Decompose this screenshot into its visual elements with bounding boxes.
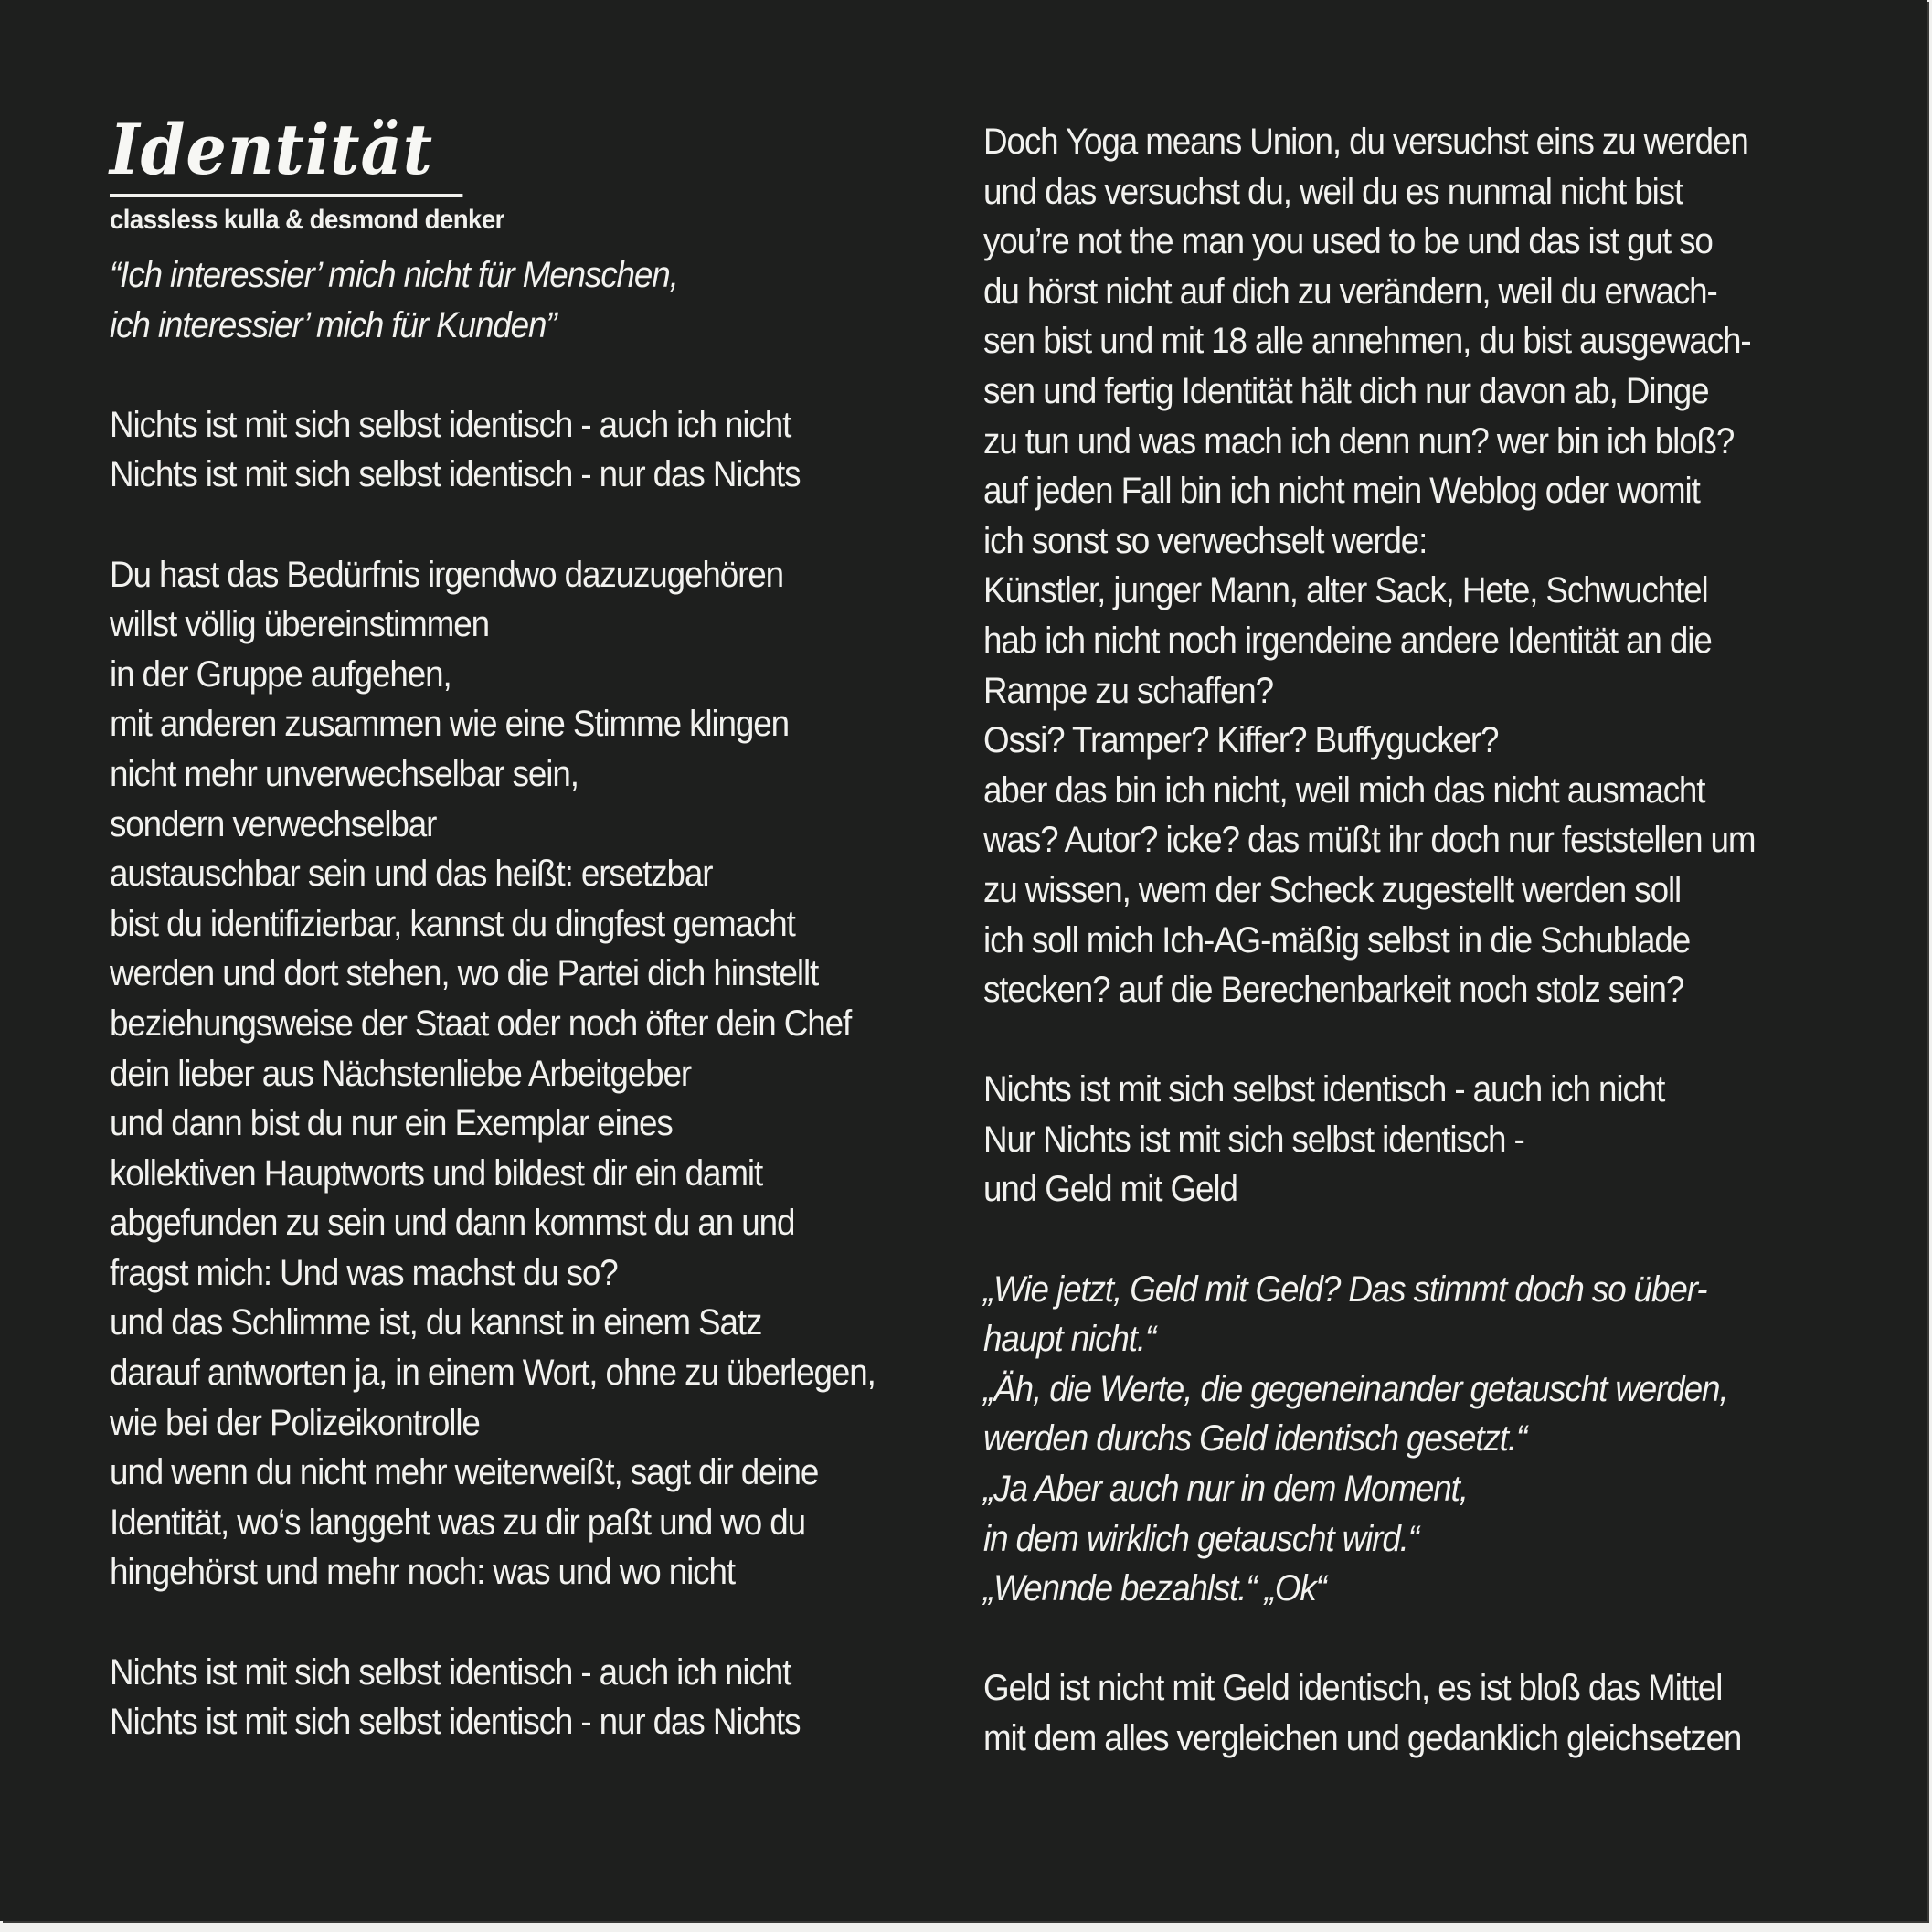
lyric-line: abgefunden zu sein und dann kommst du an und — [110, 1203, 795, 1244]
lyric-line: ich sonst so verwechselt werde: — [983, 520, 1428, 561]
lyric-line: hingehörst und mehr noch: was und wo nicht — [110, 1552, 735, 1593]
lyric-line: Nichts ist mit sich selbst identisch - auch ich nicht — [110, 1651, 791, 1693]
lyric-line: du hörst nicht auf dich zu verändern, weil du erwach- — [983, 271, 1717, 312]
lyric-line: und das versuchst du, weil du es nunmal nicht bist — [983, 171, 1683, 212]
lyric-line: kollektiven Hauptworts und bildest dir ein damit — [110, 1152, 763, 1194]
left-stanza-2 — [110, 550, 876, 1598]
left-column — [110, 109, 876, 1747]
quote-line: ich interessier’ mich für Kunden” — [110, 304, 557, 345]
lyric-line: darauf antworten ja, in einem Wort, ohne zu überlegen, — [110, 1353, 876, 1394]
right-stanza-1 — [983, 117, 1757, 1015]
dialogue-line: in dem wirklich getauscht wird.“ — [983, 1518, 1418, 1559]
lyric-line: mit anderen zusammen wie eine Stimme klingen — [110, 704, 789, 745]
lyric-line: Nichts ist mit sich selbst identisch - auch ich nicht — [110, 404, 791, 445]
lyric-line: mit dem alles vergleichen und gedanklich gleichsetzen — [983, 1718, 1742, 1758]
right-stanza-4 — [983, 1663, 1757, 1763]
lyric-line: Nur Nichts ist mit sich selbst identisch - — [983, 1119, 1524, 1160]
lyric-line: fragst mich: Und was machst du so? — [110, 1252, 618, 1293]
song-authors: classless kulla & desmond denker — [110, 205, 504, 235]
dialogue-line: werden durchs Geld identisch gesetzt.“ — [983, 1418, 1527, 1460]
lyric-line: Künstler, junger Mann, alter Sack, Hete, Schwuchtel — [983, 570, 1708, 611]
lyric-line: ich soll mich Ich-AG-mäßig selbst in die Schublade — [983, 919, 1691, 961]
right-dialogue — [983, 1265, 1757, 1614]
lyric-line: beziehungsweise der Staat oder noch öfter dein Chef — [110, 1003, 852, 1044]
lyric-line: und dann bist du nur ein Exemplar eines — [110, 1103, 673, 1144]
lyric-line: nicht mehr unverwechselbar sein, — [110, 753, 579, 794]
left-stanza-3 — [110, 1648, 866, 1747]
lyric-line: auf jeden Fall bin ich nicht mein Weblog oder womit — [983, 471, 1700, 512]
lyric-line: hab ich nicht noch irgendeine andere Identität an die — [983, 620, 1712, 661]
lyric-line: in der Gruppe aufgehen, — [110, 653, 451, 695]
lyric-line: und Geld mit Geld — [983, 1169, 1237, 1210]
lyric-line: werden und dort stehen, wo die Partei dich hinstellt — [110, 953, 819, 994]
lyric-line: Du hast das Bedürfnis irgendwo dazuzugehören — [110, 554, 784, 595]
right-column — [983, 117, 1757, 1764]
lyric-line: Nichts ist mit sich selbst identisch - nur das Nichts — [110, 1702, 801, 1743]
lyric-line: sen und fertig Identität hält dich nur davon ab, Dinge — [983, 370, 1709, 411]
lyric-line: wie bei der Polizeikontrolle — [110, 1402, 480, 1443]
dialogue-line: haupt nicht.“ — [983, 1319, 1156, 1360]
left-stanza-1 — [110, 400, 866, 500]
song-title: Identität — [110, 109, 433, 190]
lyric-line: you’re not the man you used to be und das ist gut so — [983, 221, 1713, 262]
dialogue-line: „Ja Aber auch nur in dem Moment, — [983, 1469, 1468, 1510]
lyric-line: dein lieber aus Nächstenliebe Arbeitgeber — [110, 1053, 691, 1094]
dialogue-line: „Äh, die Werte, die gegeneinander getauscht werden, — [983, 1368, 1728, 1409]
intro-quote — [110, 250, 866, 350]
lyric-line: Identität, wo‘s langgeht was zu dir paßt und wo du — [110, 1502, 806, 1543]
quote-line: “Ich interessier’ mich nicht für Menschen, — [110, 255, 678, 295]
lyric-line: Nichts ist mit sich selbst identisch - nur das Nichts — [110, 454, 801, 495]
lyric-line: sondern verwechselbar — [110, 803, 437, 844]
dialogue-line: „Wennde bezahlst.“ „Ok“ — [983, 1568, 1326, 1609]
lyric-line: und wenn du nicht mehr weiterweißt, sagt dir deine — [110, 1452, 819, 1493]
right-stanza-2 — [983, 1065, 1757, 1215]
lyric-line: sen bist und mit 18 alle annehmen, du bist ausgewach- — [983, 321, 1751, 362]
lyric-line: Ossi? Tramper? Kiffer? Buffygucker? — [983, 720, 1499, 761]
lyric-line: willst völlig übereinstimmen — [110, 604, 489, 645]
lyric-line: Nichts ist mit sich selbst identisch - auch ich nicht — [983, 1069, 1665, 1110]
lyric-line: zu tun und was mach ich denn nun? wer bin ich bloß? — [983, 420, 1735, 462]
lyric-line: zu wissen, wem der Scheck zugestellt werden soll — [983, 869, 1682, 910]
title-underline — [110, 194, 462, 197]
lyric-line: aber das bin ich nicht, weil mich das nicht ausmacht — [983, 770, 1705, 811]
dialogue-line: „Wie jetzt, Geld mit Geld? Das stimmt doch so über- — [983, 1269, 1707, 1310]
lyric-line: was? Autor? icke? das müßt ihr doch nur feststellen um — [983, 820, 1756, 861]
lyric-line: bist du identifizierbar, kannst du dingfest gemacht — [110, 903, 795, 944]
lyric-line: und das Schlimme ist, du kannst in einem Satz — [110, 1302, 762, 1343]
lyric-line: stecken? auf die Berechenbarkeit noch stolz sein? — [983, 970, 1684, 1011]
lyric-line: Geld ist nicht mit Geld identisch, es ist bloß das Mittel — [983, 1668, 1723, 1709]
lyric-line: Rampe zu schaffen? — [983, 670, 1273, 711]
lyric-line: austauschbar sein und das heißt: ersetzbar — [110, 854, 713, 895]
lyric-line: Doch Yoga means Union, du versuchst eins zu werden — [983, 122, 1748, 162]
